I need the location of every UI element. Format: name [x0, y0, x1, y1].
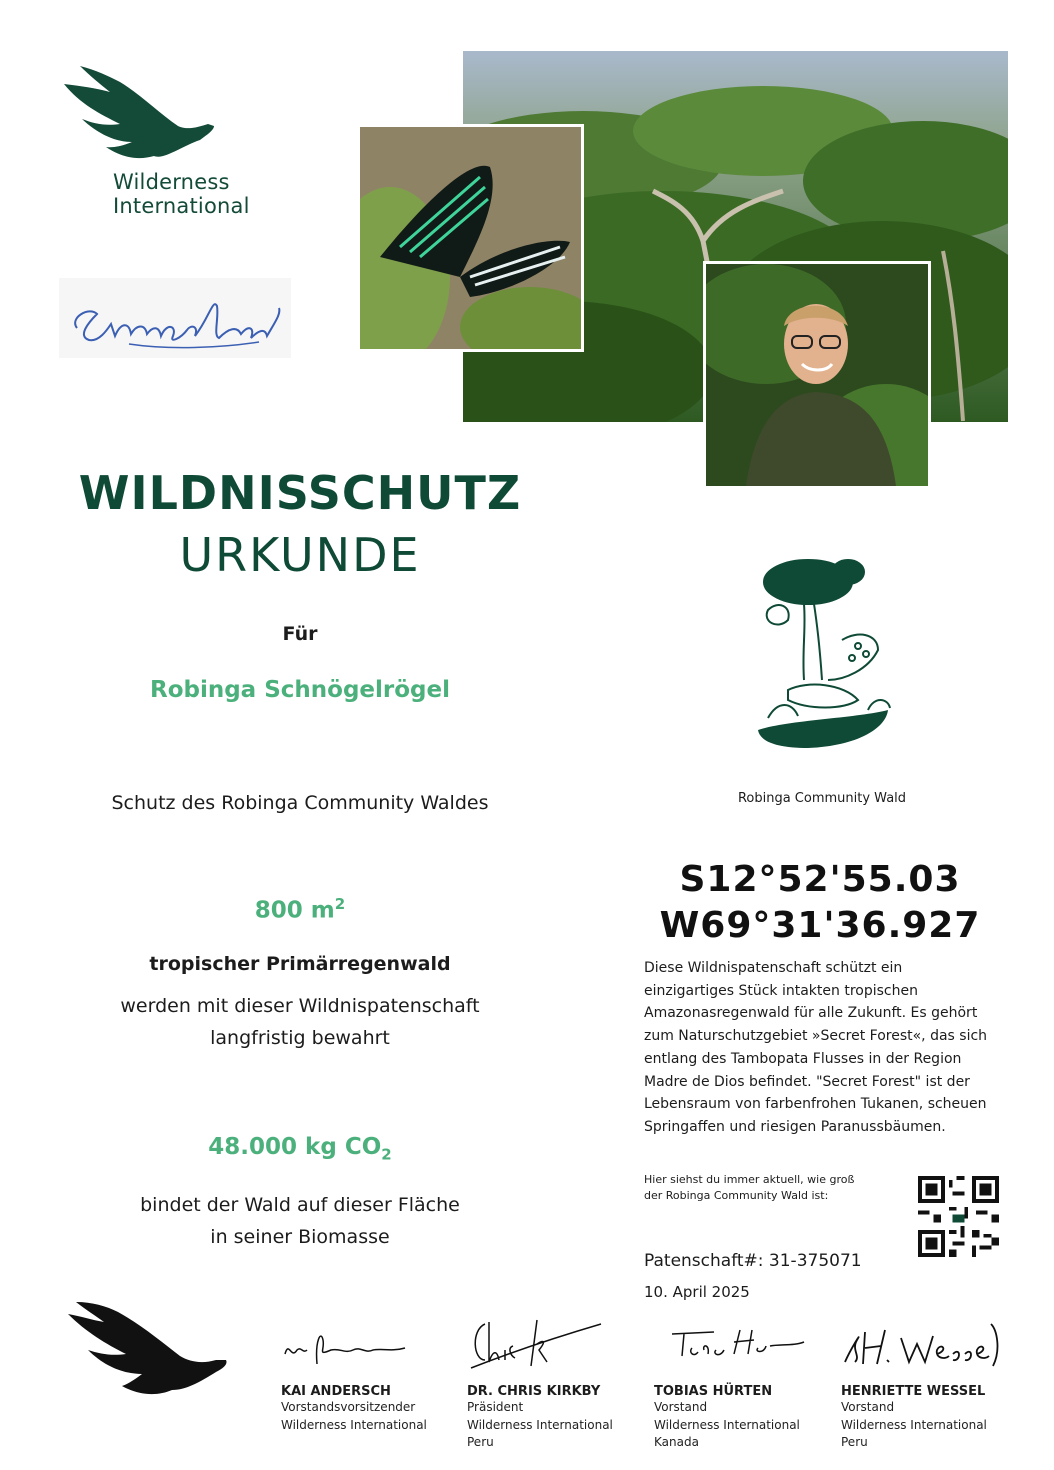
- coordinates: [620, 857, 1020, 949]
- preserve-text: werden mit dieser Wildnispatenschaft langfristig bewahrt: [120, 995, 480, 1049]
- forest-jaguar-illustration-icon: [748, 550, 898, 755]
- qr-code-icon[interactable]: [918, 1176, 999, 1257]
- for-label: Für: [282, 623, 318, 645]
- area-value: 800 $m^2$: [254, 895, 346, 924]
- eagle-silhouette-icon: [66, 1302, 228, 1402]
- sponsorship-number: Patenschaft#: 31-375071: [644, 1251, 862, 1271]
- signer-henriette-wessel: HENRIETTE WESSEL Vorstand Wilderness International Peru: [841, 1310, 1016, 1452]
- latitude: S12°52'55.03: [679, 859, 961, 900]
- protection-text: Schutz des Robinga Community Waldes: [111, 792, 489, 814]
- signer-chris-kirkby: DR. CHRIS KIRKBY Präsident Wilderness International Peru: [467, 1310, 642, 1452]
- co2-value: 48.000 kg $CO_2$: [208, 1134, 392, 1164]
- signer-kai-andersch: KAI ANDERSCH Vorstandsvorsitzender Wilderness International: [281, 1310, 456, 1434]
- forest-caption: Robinga Community Wald: [737, 791, 907, 806]
- recipient-name: Robinga Schnögelrögel: [149, 677, 450, 703]
- forest-type: tropischer Primärregenwald: [149, 953, 451, 975]
- issue-date: 10. April 2025: [644, 1283, 750, 1301]
- signer-tobias-huerten: TOBIAS HÜRTEN Vorstand Wilderness International Kanada: [654, 1310, 829, 1452]
- certificate-title: WILDNISSCHUTZ: [78, 466, 522, 520]
- forest-description: Diese Wildnispatenschaft schützt ein einzigartiges Stück intakten tropischen Amazonasregenwald für alle Zukunft. Es gehört zum Naturschutzgebiet »Secret Forest«, das sich entlang des Tambopata Flusses in der Region Madre de Dios befindet. "Secret Forest" ist der Lebensraum von farbenfrohen Tukanen, scheuen Springaffen und riesigen Paranussbäumen.: [644, 960, 988, 1135]
- certificate-subtitle: URKUNDE: [179, 528, 421, 582]
- biomass-text: bindet der Wald auf dieser Fläche in seiner Biomasse: [140, 1194, 460, 1248]
- signature-tobias-huerten: [654, 1310, 814, 1380]
- recipient-signature-image: [59, 278, 291, 358]
- signature-henriette-wessel: [841, 1310, 1011, 1380]
- qr-note: Hier siehst du immer aktuell, wie groß der Robinga Community Wald ist:: [644, 1173, 855, 1202]
- brand-name: Wilderness International: [113, 170, 250, 218]
- longitude: W69°31'36.927: [659, 905, 981, 946]
- butterfly-photo: [357, 124, 584, 352]
- signature-kai-andersch: [281, 1310, 431, 1380]
- signature-chris-kirkby: [467, 1310, 617, 1380]
- person-photo: [703, 261, 931, 489]
